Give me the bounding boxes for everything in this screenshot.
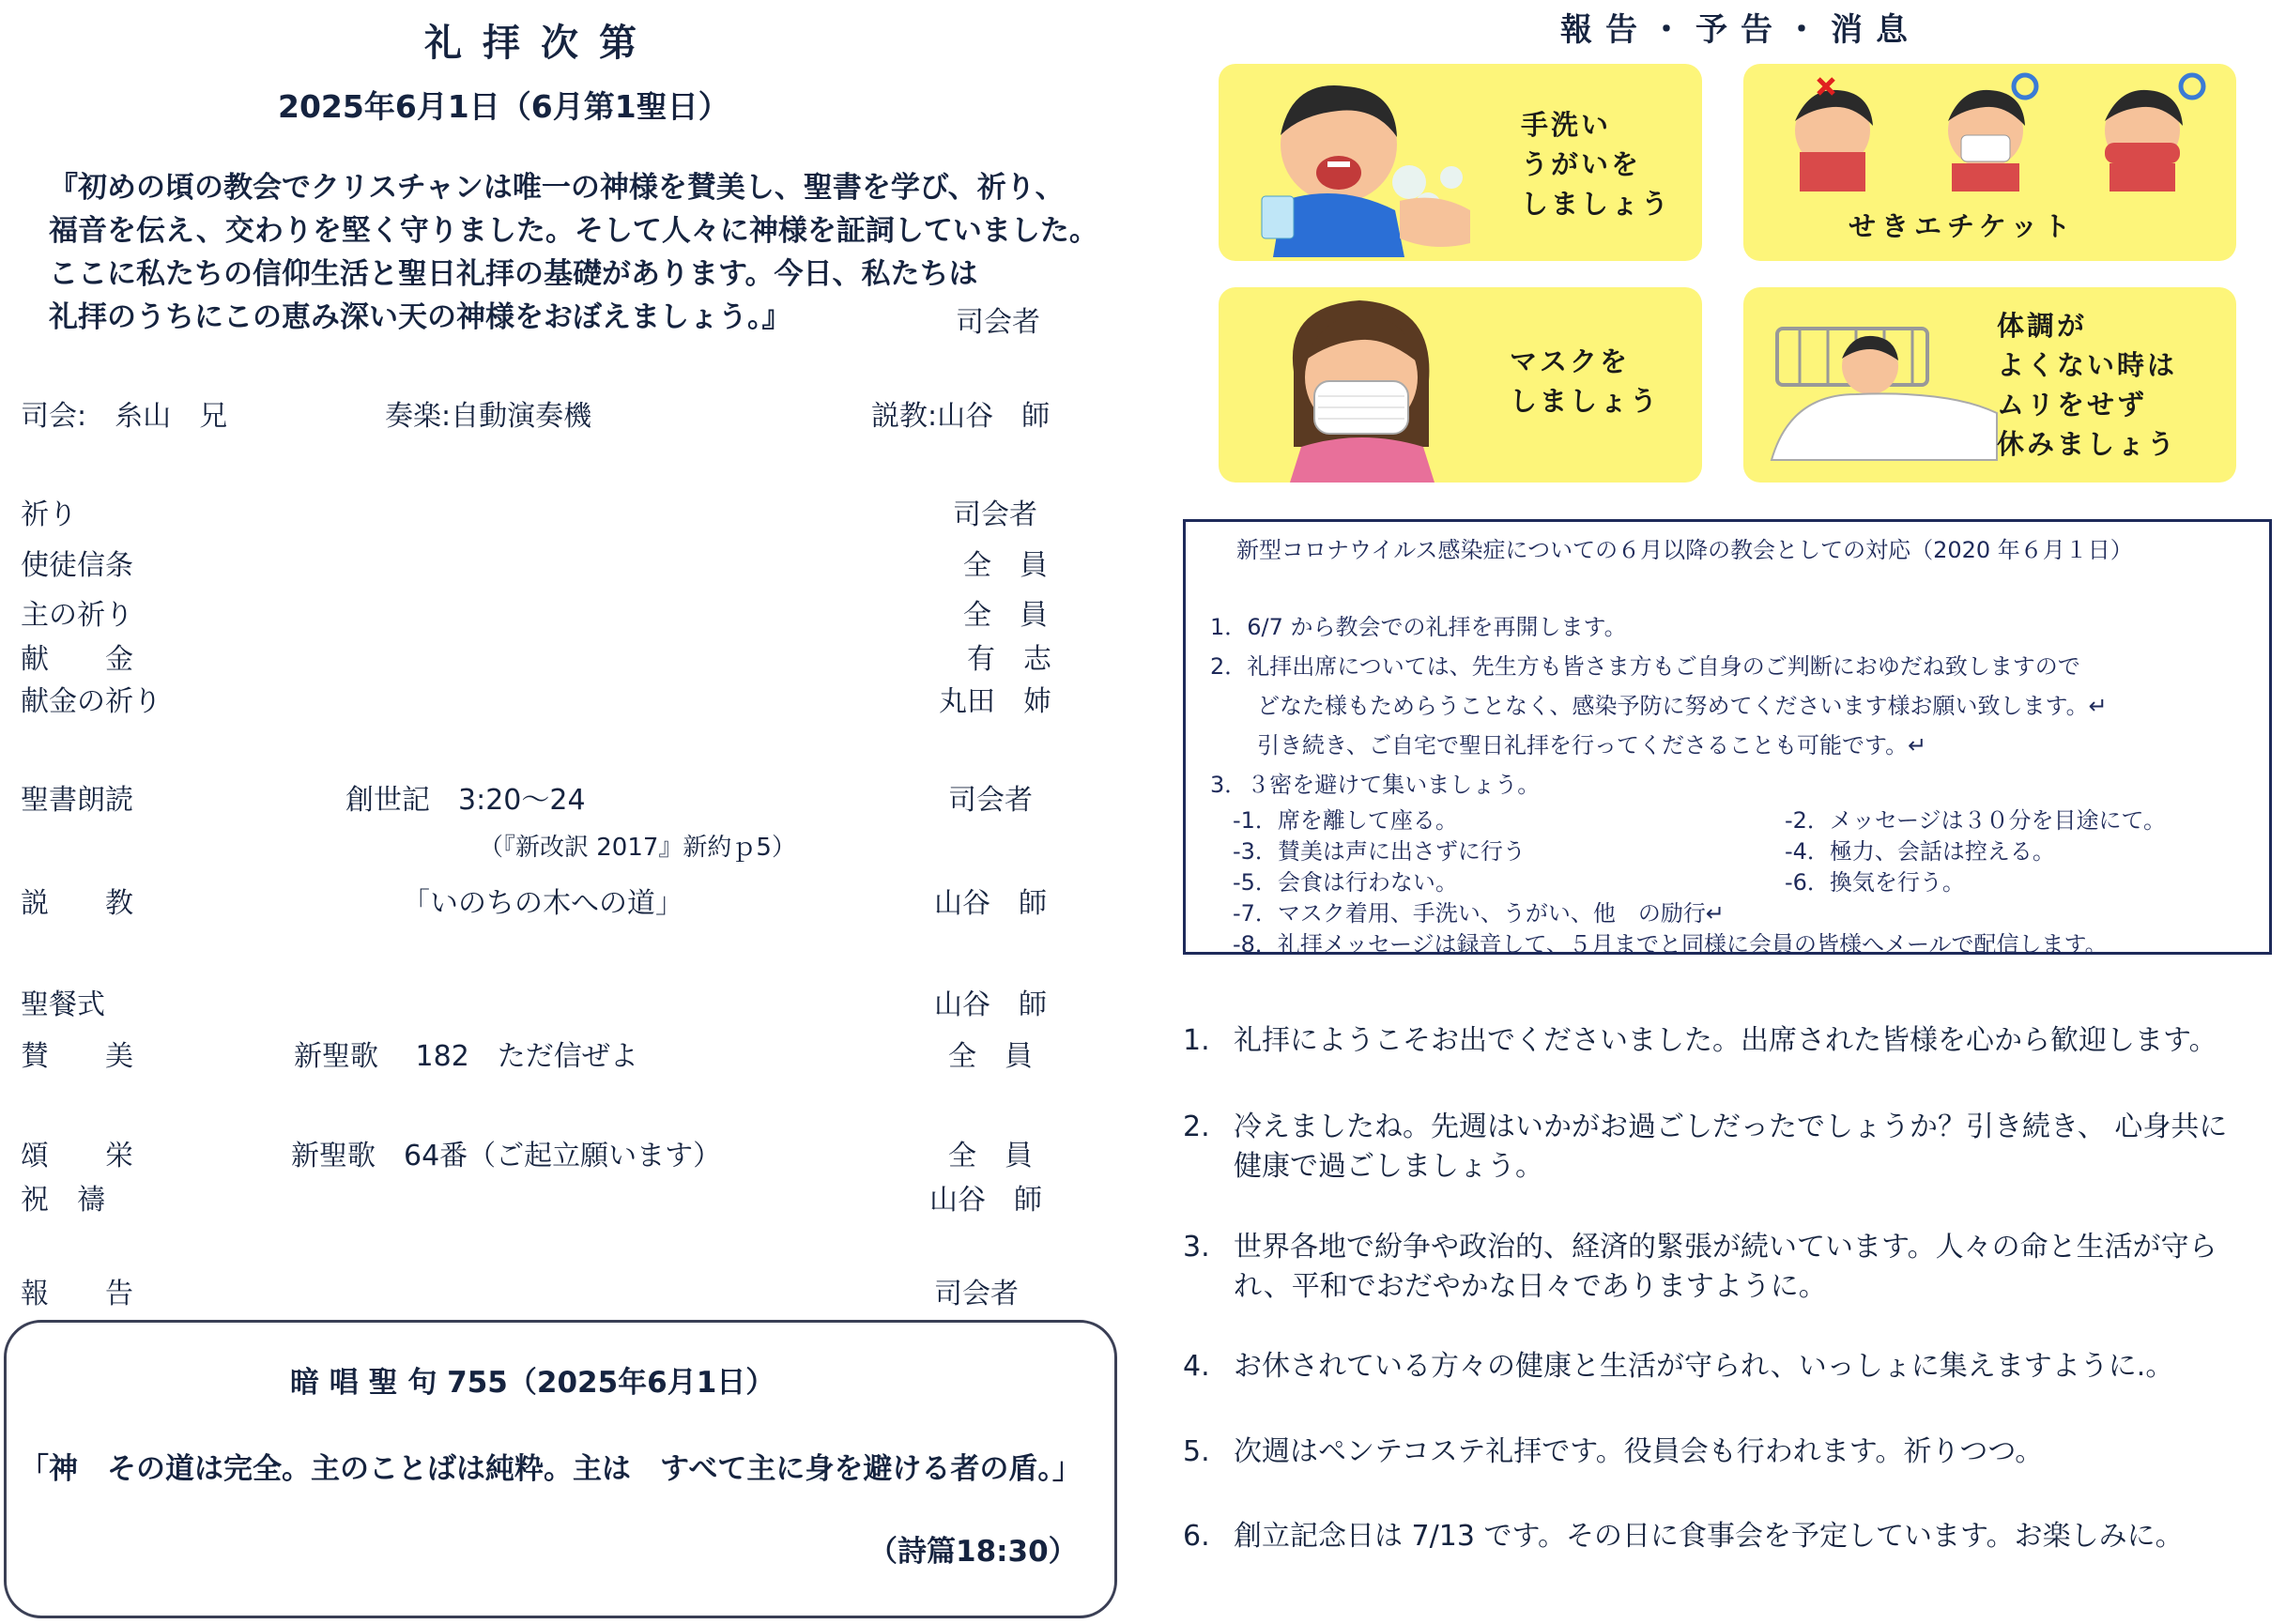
notice-line: 1．6/7 から教会での礼拝を再開します。 <box>1210 614 1627 640</box>
notice-line: 引き続き、ご自宅で聖日礼拝を行ってくださることも可能です。↵ <box>1257 732 1927 758</box>
notice-rule: -5．会食は行わない。 <box>1233 869 1458 896</box>
order-person: 有 志 <box>967 643 1051 676</box>
memory-verse-reference: （詩篇18:30） <box>868 1535 1078 1569</box>
memory-verse-box <box>4 1320 1117 1618</box>
notice-rule: -8．礼拝メッセージは録音して、５月までと同様に会員の皆様へメールで配信します。 <box>1233 931 2108 958</box>
order-person: 全 員 <box>963 599 1048 632</box>
intro-line-4: 礼拝のうちにこの恵み深い天の神様をおぼえましょう。』 <box>49 300 791 334</box>
announcement-item <box>1183 1021 2263 1063</box>
order-item: 使徒信条 <box>21 549 133 582</box>
etiquette-panel <box>1743 64 2236 261</box>
role-preacher: 説教:山谷 師 <box>871 400 1051 433</box>
reports-title: 報告・予告・消息 <box>1560 11 1921 49</box>
order-item: 祈り <box>21 498 77 531</box>
order-title: 礼拝次第 <box>424 22 657 65</box>
announcement-text: お休されている方々の健康と生活が守られ、いっしょに集えますように.。 <box>1234 1350 2174 1383</box>
announcement-text: 礼拝にようこそお出でくださいました。出席された皆様を心から歓迎します。 <box>1234 1024 2217 1057</box>
notice-line: 3．３密を避けて集いましょう。 <box>1210 772 1541 798</box>
mask-text-1: マスクを <box>1510 345 1631 377</box>
order-item: 聖書朗読 <box>21 784 133 817</box>
order-item: 献金の祈り <box>21 685 161 718</box>
order-item: 祝 禱 <box>21 1184 105 1217</box>
order-person: 司会者 <box>953 498 1037 531</box>
order-person: 山谷 師 <box>934 988 1047 1021</box>
intro-line-1: 『初めの頃の教会でクリスチャンは唯一の神様を賛美し、聖書を学び、祈り、 <box>49 171 1065 205</box>
mask-panel <box>1219 287 1702 483</box>
rest-text-1: 体調が <box>1997 310 2088 342</box>
order-detail: （『新改訳 2017』新約ｐ5） <box>479 834 796 862</box>
handwash-text-1: 手洗い <box>1521 109 1612 141</box>
notice-line: 2．礼拝出席については、先生方も皆さま方もご自身のご判断におゆだね致しますので <box>1210 653 2080 680</box>
announcement-number: 2. <box>1183 1111 1210 1143</box>
order-person: 山谷 師 <box>934 887 1047 920</box>
notice-rule: -7．マスク着用、手洗い、うがい、他 の励行↵ <box>1233 900 1726 927</box>
memory-verse-title: 暗 唱 聖 句 755（2025年6月1日） <box>290 1366 775 1400</box>
notice-rule: -6．換気を行う。 <box>1785 869 1965 896</box>
announcement-item <box>1183 1347 2263 1388</box>
service-date: 2025年6月1日（6月第1聖日） <box>278 88 729 125</box>
rest-text-4: 休みましょう <box>1997 428 2178 460</box>
order-person: 山谷 師 <box>929 1184 1042 1217</box>
order-item: 報 告 <box>21 1278 133 1310</box>
order-detail: 創世記 3:20〜24 <box>345 784 586 817</box>
announcement-item <box>1183 1432 2263 1474</box>
order-item: 頌 栄 <box>21 1140 133 1172</box>
announcement-item <box>1183 1228 2263 1312</box>
order-person: 全 員 <box>948 1040 1033 1073</box>
announcement-text: 創立記念日は 7/13 です。その日に食事会を予定しています。お楽しみに。 <box>1234 1520 2184 1553</box>
rest-panel <box>1743 287 2236 483</box>
notice-rule: -2．メッセージは３０分を目途にて。 <box>1785 807 2167 834</box>
order-person: 司会者 <box>948 784 1033 817</box>
notice-rule: -1．席を離して座る。 <box>1233 807 1458 834</box>
notice-rule: -3．賛美は声に出さずに行う <box>1233 838 1526 865</box>
intro-line-2: 福音を伝え、交わりを堅く守りました。そして人々に神様を証詞していました。 <box>49 214 1098 248</box>
announcement-number: 3. <box>1183 1231 1210 1264</box>
order-item: 賛 美 <box>21 1040 133 1073</box>
covid-notice-box <box>1183 519 2272 958</box>
announcement-item <box>1183 1108 2263 1192</box>
order-detail: 新聖歌 64番（ご起立願います） <box>291 1140 722 1172</box>
intro-line-3: ここに私たちの信仰生活と聖日礼拝の基礎があります。今日、私たちは <box>49 257 978 291</box>
rest-text-2: よくない時は <box>1997 349 2178 381</box>
announcement-number: 1. <box>1183 1024 1210 1057</box>
handwash-text-2: うがいを <box>1521 148 1642 180</box>
announcement-number: 5. <box>1183 1435 1210 1468</box>
announcement-item <box>1183 1517 2263 1558</box>
order-item: 献 金 <box>21 643 133 676</box>
cough-etiquette-illustration-icon <box>1743 69 2232 192</box>
sick-in-bed-illustration-icon <box>1762 300 2006 479</box>
role-presider: 司会: 糸山 兄 <box>21 400 228 433</box>
order-item: 説 教 <box>21 887 133 920</box>
order-person: 丸田 姉 <box>939 685 1051 718</box>
announcement-text: 冷えましたね。先週はいかがお過ごしだったでしょうか？引き続き、 心身共に健康で過ごしましょう。 <box>1234 1111 2228 1183</box>
notice-line: どなた様もためらうことなく、感染予防に努めてくださいます様お願い致します。↵ <box>1257 693 2108 719</box>
order-item: 聖餐式 <box>21 988 105 1021</box>
intro-leader: 司会者 <box>956 306 1040 339</box>
order-person: 全 員 <box>948 1140 1033 1172</box>
etiquette-text: せきエチケット <box>1849 210 2077 242</box>
mask-illustration-icon <box>1256 287 1481 483</box>
notice-heading: 新型コロナウイルス感染症についての６月以降の教会としての対応（2020 年６月１日） <box>1236 537 2133 563</box>
handwash-panel <box>1219 64 1702 261</box>
mask-text-2: しましょう <box>1510 385 1661 417</box>
announcement-text: 次週はペンテコステ礼拝です。役員会も行われます。祈りつつ。 <box>1234 1435 2044 1468</box>
handwash-text-3: しましょう <box>1521 188 1672 220</box>
announcement-text: 世界各地で紛争や政治的、経済的緊張が続いています。人々の命と生活が守られ、平和でおだやかな日々でありますように。 <box>1234 1231 2217 1303</box>
notice-rule: -4．極力、会話は控える。 <box>1785 838 2055 865</box>
order-person: 全 員 <box>963 549 1048 582</box>
announcement-number: 4. <box>1183 1350 1210 1383</box>
role-music: 奏楽:自動演奏機 <box>385 400 592 433</box>
order-detail: 新聖歌 182 ただ信ぜよ <box>294 1040 638 1073</box>
handwash-illustration-icon <box>1235 69 1480 257</box>
order-item: 主の祈り <box>21 599 133 632</box>
rest-text-3: ムリをせず <box>1997 389 2148 421</box>
order-detail: 「いのちの木への道」 <box>402 887 683 920</box>
memory-verse-text: 「神 その道は完全。主のことばは純粋。主は すべて主に身を避ける者の盾。」 <box>20 1452 1082 1486</box>
order-person: 司会者 <box>934 1278 1019 1310</box>
announcement-number: 6. <box>1183 1520 1210 1553</box>
